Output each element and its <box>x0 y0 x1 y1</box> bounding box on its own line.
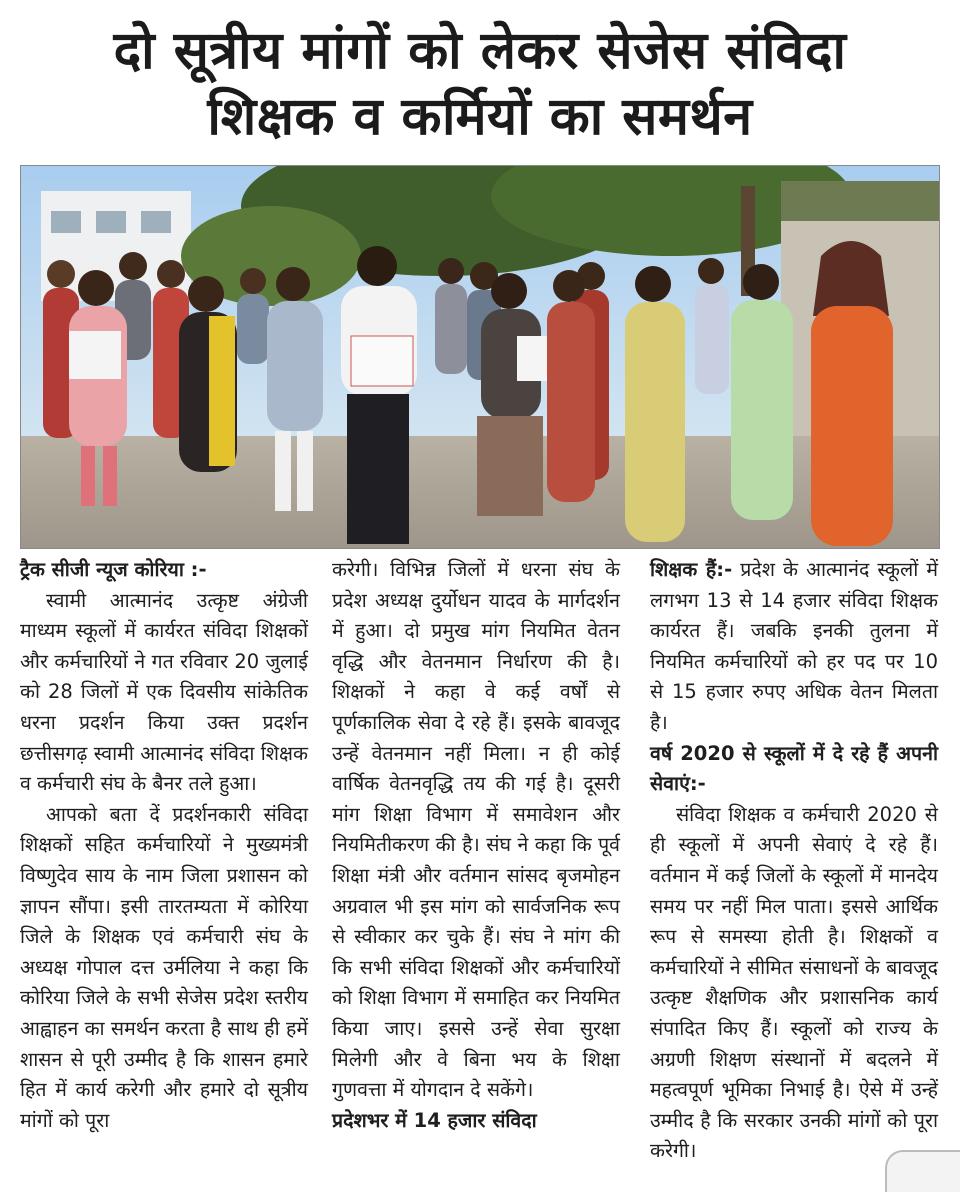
article-paragraph: स्वामी आत्मानंद उत्कृष्ट अंग्रेजी माध्यम स्कूलों में कार्यरत संविदा शिक्षकों और कर्मचारियों ने गत रविवार 20 जुलाई को 28 जिलों में एक दिवसीय सांकेतिक धरना प्रदर्शन किया उक्त प्रदर्शन छत्तीसगढ़ स्वामी आत्मानंद संविदा शिक्षक व कर्मचारी संघ के बैनर तले हुआ। <box>20 588 308 796</box>
headline-line-2: शिक्षक व कर्मियों का समर्थन <box>207 87 753 147</box>
dateline: ट्रैक सीजी न्यूज कोरिया :- <box>20 558 207 581</box>
article-column-1 <box>20 555 308 1136</box>
page-corner-decoration <box>885 1150 960 1192</box>
group-photo <box>20 165 940 549</box>
article-paragraph: करेगी। विभिन्न जिलों में धरना संघ के प्रदेश अध्यक्ष दुर्योधन यादव के मार्गदर्शन में हुआ। दो प्रमुख मांग नियमित वेतन वृद्धि और वेतनमान निर्धारण की है। शिक्षकों ने कहा वे कई वर्षों से पूर्णकालिक सेवा दे रहे हैं। इसके बावजूद उन्हें वेतनमान नहीं मिला। न ही कोई वार्षिक वेतनवृद्धि तय की गई है। दूसरी मांग शिक्षा विभाग में समावेशन और नियमितीकरण की है। संघ ने कहा कि पूर्व शिक्षा मंत्री और वर्तमान सांसद बृजमोहन अग्रवाल भी इस मांग को सार्वजनिक रूप से स्वीकार कर चुके हैं। संघ ने मांग की कि सभी संविदा शिक्षकों और कर्मचारियों को शिक्षा विभाग में समाहित कर नियमित किया जाए। इससे उन्हें सेवा सुरक्षा मिलेगी और वे बिना भय के शिक्षा गुणवत्ता में योगदान दे सकेंगे। <box>332 558 620 1102</box>
headline <box>0 18 960 150</box>
subheading: वर्ष 2020 से स्कूलों में दे रहे हैं अपनी सेवाएं:- <box>650 741 938 796</box>
headline-line-1: दो सूत्रीय मांगों को लेकर सेजेस संविदा <box>113 21 847 81</box>
article-paragraph: संविदा शिक्षक व कर्मचारी 2020 से ही स्कूलों में अपनी सेवाएं दे रहे हैं। वर्तमान में कई जिलों के स्कूलों में मानदेय समय पर नहीं मिल पाता। इससे आर्थिक रूप से समस्या होती है। शिक्षकों व कर्मचारियों ने सीमित संसाधनों के बावजूद उत्कृष्ट शैक्षणिक और प्रशासनिक कार्य संपादित किए हैं। स्कूलों को राज्य के अग्रणी शिक्षण संस्थानों में बदलने में महत्वपूर्ण भूमिका निभाई है। ऐसे में उन्हें उम्मीद है कि सरकार उनकी मांगों को पूरा करेगी। <box>650 802 938 1163</box>
subheading-continued: शिक्षक हैं:- <box>650 558 733 581</box>
group-photo-image <box>21 166 939 548</box>
article-paragraph: प्रदेश के आत्मानंद स्कूलों में लगभग 13 से 14 हजार संविदा शिक्षक कार्यरत हैं। जबकि इनकी तुलना में नियमित कर्मचारियों को हर पद पर 10 से 15 हजार रुपए अधिक वेतन मिलता है। <box>650 558 938 734</box>
article-column-3 <box>650 555 938 1167</box>
subheading: प्रदेशभर में 14 हजार संविदा <box>332 1108 537 1132</box>
article-column-2 <box>332 555 620 1136</box>
article-paragraph: आपको बता दें प्रदर्शनकारी संविदा शिक्षकों सहित कर्मचारियों ने मुख्यमंत्री विष्णुदेव साय के नाम जिला प्रशासन को ज्ञापन सौंपा। इसी तारतम्यता में कोरिया जिले के शिक्षक एवं कर्मचारी संघ के अध्यक्ष गोपाल दत्त उर्मलिया ने कहा कि कोरिया जिले के सभी सेजेस प्रदेश स्तरीय आह्वाहन का समर्थन करता है साथ ही हमें शासन से पूरी उम्मीद है कि शासन हमारे हित में कार्य करेगी और हमारे दो सूत्रीय मांगों को पूरा <box>20 802 308 1132</box>
